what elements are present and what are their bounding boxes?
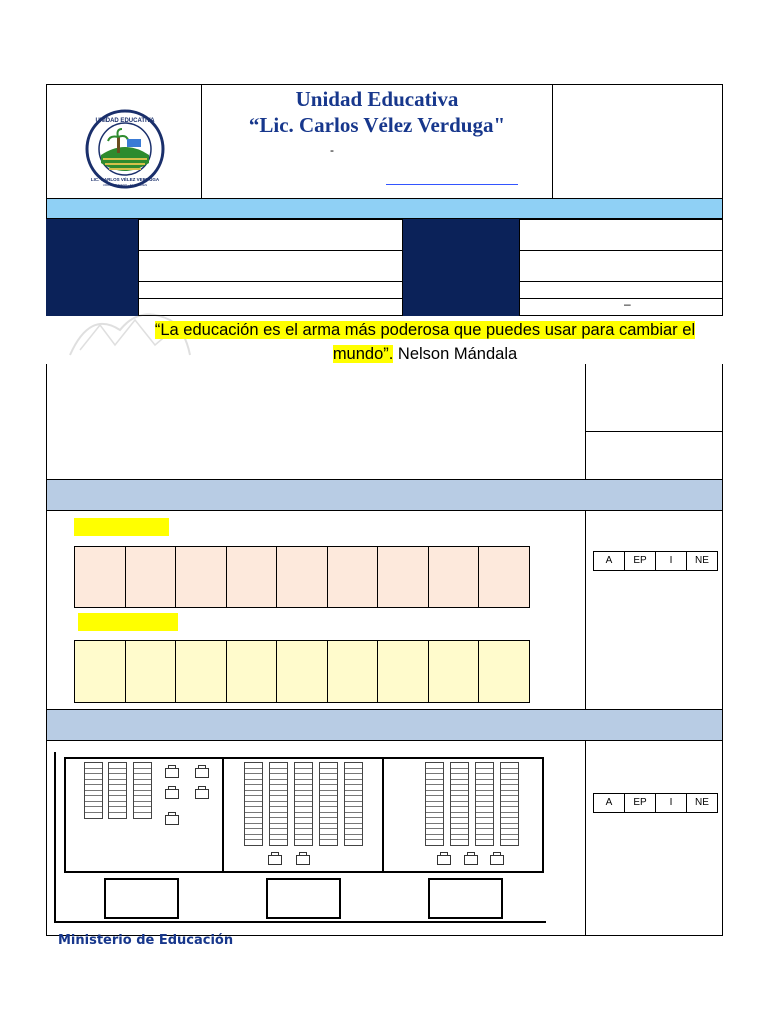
answer-box-2[interactable]	[266, 878, 341, 919]
score-divider	[585, 431, 723, 432]
quote-line2-text: mundo”.	[332, 345, 394, 363]
unit-cube	[165, 768, 179, 778]
quote	[100, 318, 750, 366]
info-label-4	[403, 281, 519, 316]
info-label-3	[403, 219, 519, 281]
score-column-top	[585, 364, 723, 480]
ten-rod	[450, 762, 469, 846]
logo-cell	[47, 85, 202, 198]
grade-ep[interactable]: EP	[624, 793, 656, 813]
grade-scale-1[interactable]	[594, 551, 718, 571]
unit-cube	[490, 855, 504, 865]
unit-cube	[464, 855, 478, 865]
quote-line1	[100, 318, 750, 342]
header-table	[46, 84, 723, 199]
school-title-line1: Unidad Educativa	[295, 87, 459, 111]
school-title-line2: “Lic. Carlos Vélez Verduga"	[248, 113, 506, 137]
ten-rod	[425, 762, 444, 846]
unit-cube	[195, 789, 209, 799]
yellow-cell-row[interactable]	[75, 640, 530, 703]
info-field-7[interactable]	[519, 281, 723, 299]
grade-ep[interactable]: EP	[624, 551, 656, 571]
unit-cube	[165, 815, 179, 825]
peach-cell-row[interactable]	[75, 546, 530, 608]
info-field-5[interactable]	[519, 219, 723, 251]
ten-rod	[319, 762, 338, 846]
quote-line2	[100, 342, 750, 366]
ten-rod	[84, 762, 103, 819]
school-logo	[79, 109, 171, 189]
logo-bottom-text: LIC. CARLOS VÉLEZ VERDUGA	[90, 177, 160, 182]
logo-top-text: UNIDAD EDUCATIVA	[95, 118, 155, 124]
grade-i[interactable]: I	[655, 793, 687, 813]
section-bar-light	[46, 198, 723, 219]
link-underline[interactable]	[386, 184, 518, 185]
section-1-score	[585, 510, 723, 710]
grade-scale-2[interactable]	[594, 793, 718, 813]
grade-a[interactable]: A	[593, 793, 625, 813]
section-bar-2	[46, 709, 723, 741]
ten-rod	[244, 762, 263, 846]
info-field-6[interactable]	[519, 250, 723, 282]
grade-a[interactable]: A	[593, 551, 625, 571]
answer-box-3[interactable]	[428, 878, 503, 919]
section-bar-1	[46, 479, 723, 511]
info-field-8[interactable]	[519, 298, 723, 316]
unit-cube	[296, 855, 310, 865]
info-field-3[interactable]	[138, 281, 403, 299]
highlight-label-2	[78, 613, 178, 631]
grade-ne[interactable]: NE	[686, 551, 718, 571]
unit-cube	[437, 855, 451, 865]
ten-rod	[108, 762, 127, 819]
quote-author: Nelson Mándala	[393, 345, 518, 363]
answer-box-1[interactable]	[104, 878, 179, 919]
unit-cube	[165, 789, 179, 799]
section-2-score	[585, 740, 723, 936]
unit-cube	[195, 768, 209, 778]
ten-rod	[500, 762, 519, 846]
info-dash: –	[624, 297, 631, 311]
info-label-1	[46, 219, 138, 281]
info-field-2[interactable]	[138, 250, 403, 282]
info-field-1[interactable]	[138, 219, 403, 251]
ten-rod	[475, 762, 494, 846]
title-cell	[202, 85, 553, 198]
ten-rod	[133, 762, 152, 819]
ten-rod	[269, 762, 288, 846]
ten-rod	[344, 762, 363, 846]
ten-rod	[294, 762, 313, 846]
axis-line-bottom	[54, 921, 546, 923]
unit-cube	[268, 855, 282, 865]
highlight-label-1	[74, 518, 169, 536]
header-dash: -	[330, 143, 334, 157]
footer-ministry: Ministerio de Educación	[58, 933, 234, 948]
axis-line-left	[54, 752, 56, 922]
grade-i[interactable]: I	[655, 551, 687, 571]
logo-sub-text: URBINA JURADO - EL CARMEN	[102, 183, 148, 187]
grade-ne[interactable]: NE	[686, 793, 718, 813]
quote-line1-text: “La educación es el arma más poderosa que puedes usar para cambiar el	[154, 321, 696, 339]
